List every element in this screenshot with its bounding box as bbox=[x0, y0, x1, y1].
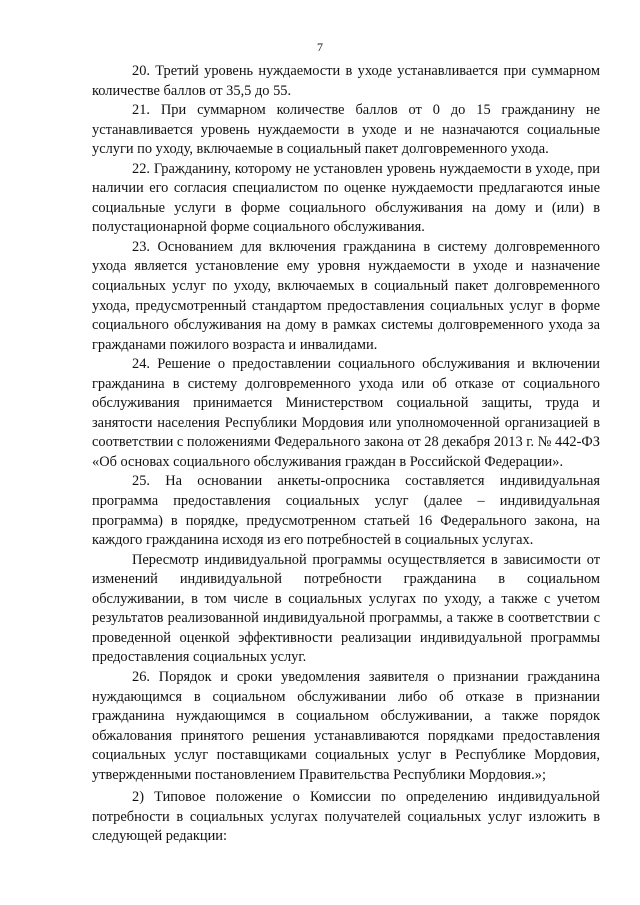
paragraph-24: 24. Решение о предоставлении социального обслуживания и включении гражданина в систему долговременного ухода или об отказе от социального обслуживания принимается Министерством социальной защиты, труда и занятости населения Республики Мордовия или уполномоченной организацией в соответствии с положениями Федерального закона от 28 декабря 2013 г. № 442-ФЗ «Об основах социального обслуживания граждан в Российской Федерации». bbox=[92, 356, 600, 470]
paragraph-26: 26. Порядок и сроки уведомления заявителя о признании гражданина нуждающимся в социальном обслуживании либо об отказе в признании гражданина нуждающимся в социальном обслуживании, а также порядок обжалования принятого решения устанавливаются порядками предоставления социальных услуг поставщиками социальных услуг в Республике Мордовия, утвержденными постановлением Правительства Республики Мордовия.»; bbox=[92, 668, 600, 783]
paragraph-21: 21. При суммарном количестве баллов от 0 до 15 гражданину не устанавливается уровень нуждаемости в уходе и не назначаются социальные услуги по уходу, включаемые в социальный пакет долговременного ухода. bbox=[92, 102, 600, 158]
paragraph-25-review: Пересмотр индивидуальной программы осуществляется в зависимости от изменений индивидуальной потребности гражданина в социальном обслуживании, в том числе в социальных услугах по уходу, а также с учетом результатов реализованной индивидуальной программы, а также в соответствии с проведенной оценкой эффективности реализации индивидуальной программы предоставления социальных услуг. bbox=[92, 551, 600, 666]
paragraph-23: 23. Основанием для включения гражданина в систему долговременного ухода является установление ему уровня нуждаемости в уходе и назначение социальных услуг по уходу, включаемых в социальный пакет долговременного ухода, предусмотренный стандартом предоставления социальных услуг в форме социального обслуживания на дому в рамках системы долговременного ухода за гражданами пожилого возраста и инвалидами. bbox=[92, 238, 600, 353]
paragraph-22: 22. Гражданину, которому не установлен уровень нуждаемости в уходе, при наличии его согласия специалистом по оценке нуждаемости предлагаются иные социальные услуги в форме социального обслуживания на дому и (или) в полустационарной форме социального обслуживания. bbox=[92, 160, 600, 236]
page-number: 7 bbox=[317, 40, 323, 54]
document-body bbox=[92, 62, 600, 847]
paragraph-item-2: 2) Типовое положение о Комиссии по определению индивидуальной потребности в социальных услугах получателей социальных услуг изложить в следующей редакции: bbox=[92, 789, 600, 845]
paragraph-20: 20. Третий уровень нуждаемости в уходе устанавливается при суммарном количестве баллов от 35,5 до 55. bbox=[92, 63, 600, 99]
paragraph-25: 25. На основании анкеты-опросника составляется индивидуальная программа предоставления социальных услуг (далее – индивидуальная программа) в порядке, предусмотренном статьей 16 Федерального закона, на каждого гражданина исходя из его потребностей в социальных услугах. bbox=[92, 473, 600, 549]
